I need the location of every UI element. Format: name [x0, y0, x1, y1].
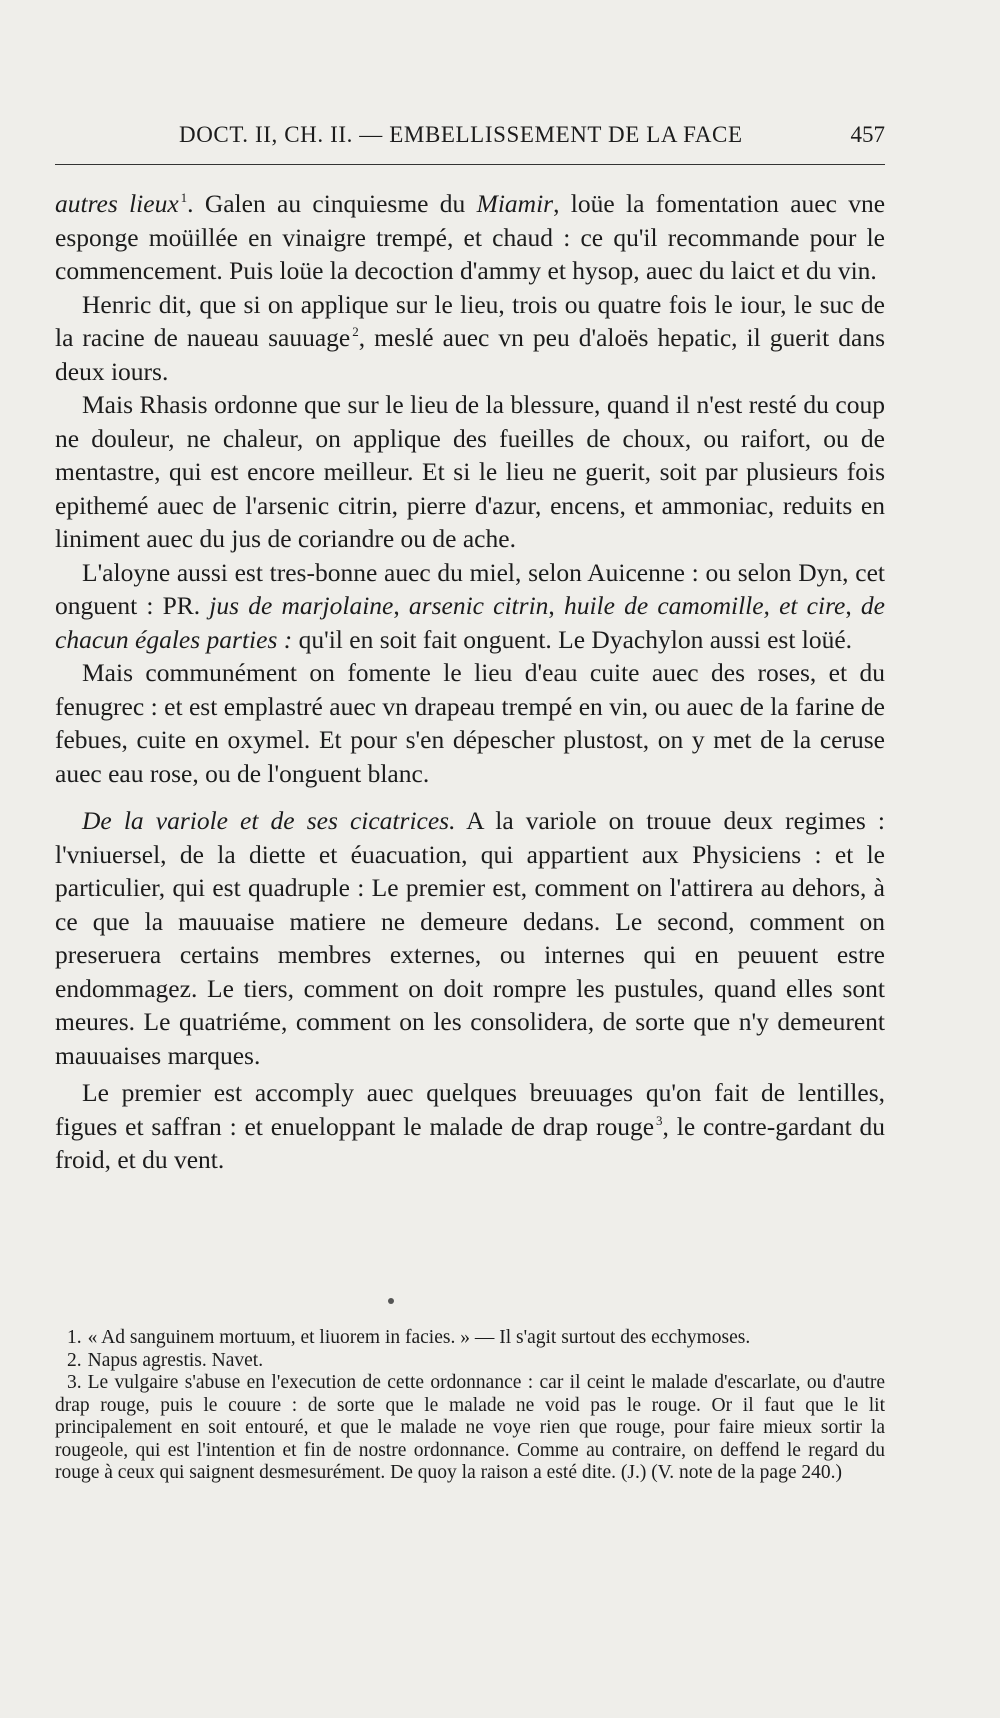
header-rule [55, 164, 885, 165]
italic-phrase: de chacun égales parties : [55, 591, 885, 654]
footnote-ref-2[interactable]: 2 [352, 324, 359, 339]
italic-phrase: huile de camomille, et cire [563, 591, 846, 620]
page-number: 457 [850, 122, 885, 147]
paragraph-5: Mais communément on fomente le lieu d'eau cuite auec des roses, et du fenugrec : et est emplastré auec vn drapeau trempé en vin, ou auec de la farine de febues, cuite en oxymel. Et pour s'en dépescher plustost, on y met de la ceruse auec eau rose, ou de l'onguent blanc. [55, 658, 885, 788]
paragraph-2 [55, 288, 885, 389]
italic-phrase: jus de marjolaine [209, 591, 394, 620]
text-span: , meslé auec vn peu d'aloës hepatic, il guerit dans deux iours. [55, 323, 885, 386]
section-heading: De la variole et de ses cicatrices. [82, 806, 456, 835]
italic-phrase: autres lieux [55, 189, 179, 218]
separator-dot [388, 1298, 394, 1304]
text-span: Le premier est accomply auec quelques breuuages qu'on fait de lentilles, figues et saffran : et enueloppant le malade de drap rouge [55, 1078, 885, 1141]
footnote-ref-1[interactable]: 1 [180, 190, 188, 205]
text-span: , loüe la fomentation auec vne esponge moüillée en vinaigre trempé, et chaud : ce qu'il recommande pour le commencement. Puis loüe la decoction d'ammy et hysop, auec du laict et du vin. [55, 189, 886, 285]
text-span: Henric dit, que si on applique sur le lieu, trois ou quatre fois le iour, le suc de la racine de naueau sauuage [55, 289, 885, 352]
footnote-number: 2. [67, 1349, 82, 1371]
footnote-text: « Ad sanguinem mortuum, et liuorem in facies. » — Il s'agit surtout des ecchymoses. [87, 1327, 751, 1348]
text-span: . Galen au cinquiesme du [187, 189, 477, 218]
main-text [55, 187, 885, 1177]
footnote-3 [55, 1372, 885, 1485]
paragraph-3: Mais Rhasis ordonne que sur le lieu de la blessure, quand il n'est resté du coup ne douleur, ne chaleur, on applique des fueilles de choux, ou raifort, ou de mentastre, qui est encore meilleur. Et si le lieu ne guerit, soit par plusieurs fois epithemé auec de l'arsenic citrin, pierre d'azur, encens, et ammoniac, reduits en liniment auec du jus de coriandre ou de ache. [55, 390, 885, 553]
footnote-text: Napus agrestis. Navet. [87, 1349, 264, 1371]
footnotes [55, 1327, 885, 1485]
paragraph-1 [55, 187, 885, 288]
running-header [55, 120, 885, 160]
footnote-ref-3[interactable]: 3 [656, 1112, 663, 1128]
italic-phrase: arsenic citrin [408, 591, 549, 620]
text-span: , [548, 591, 564, 620]
text-span: , [393, 591, 409, 620]
text-span: A la variole on trouue deux regimes : l'vniuersel, de la diette et éuacuation, qui appartient aux Physiciens : et le particulier, qui est quadruple : Le premier est, comment on l'attirera au dehors, à ce que la mauuaise matiere ne demeure dedans. Le second, comment on preseruera certains membres externes, ou internes qui en peuuent estre endommagez. Le tiers, comment on doit rompre les pustules, quand elles sont meures. Le quatriéme, comment on les consolidera, de sorte que n'y demeurent mauuaises marques. [55, 806, 885, 1070]
text-span: , le contre-gardant du froid, et du vent. [55, 1111, 885, 1174]
footnote-2 [55, 1350, 885, 1373]
text-span: , [845, 591, 861, 620]
paragraph-4 [55, 556, 885, 657]
running-title: DOCT. II, CH. II. — EMBELLISSEMENT DE LA FACE [179, 122, 743, 147]
paragraph-6 [55, 804, 885, 1072]
footnote-1 [55, 1327, 885, 1350]
text-span: qu'il en soit fait onguent. Le Dyachylon aussi est loüé. [292, 624, 853, 654]
footnote-text: Le vulgaire s'abuse en l'execution de cette ordonnance : car il ceint le malade d'escarlate, ou d'autre drap rouge, puis le couure : de sorte que le malade ne void pas le rouge. Or il faut que le lit principalement en soit entouré, et que le malade ne voye rien que rouge, pour faire mieux sortir la rougeole, qui est l'intention et fin de nostre ordonnance. Comme au contraire, on deffend le regard du rouge à ceux qui saignent desmesurément. De quoy la raison a esté dite. (J.) (V. note de la page 240.) [55, 1372, 885, 1483]
footnote-number: 1. [67, 1327, 82, 1348]
italic-title: Miamir [476, 189, 554, 218]
footnote-number: 3. [67, 1372, 82, 1393]
text-span: L'aloyne aussi est tres-bonne auec du miel, selon Auicenne : ou selon Dyn, cet onguent : PR. [55, 557, 885, 620]
paragraph-7 [55, 1076, 885, 1177]
